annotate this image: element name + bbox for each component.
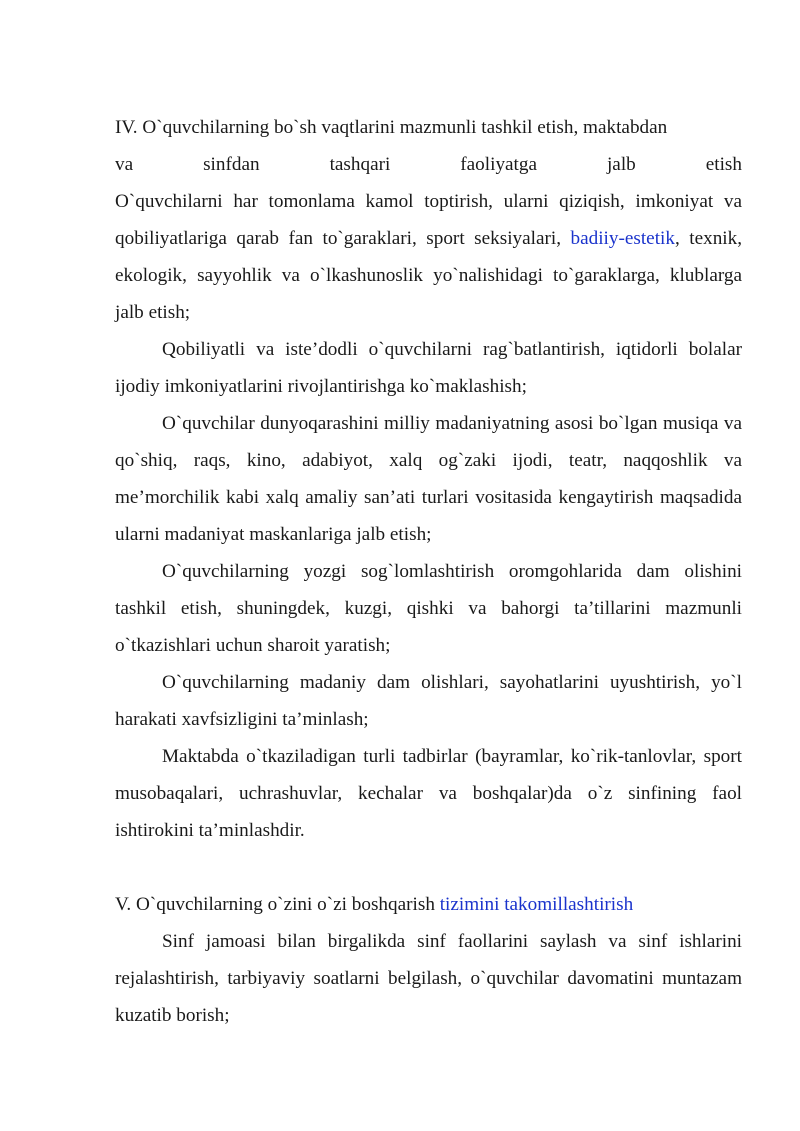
paragraph-text: , texnik, ekologik, sayyohlik va o`lkashunoslik yo`nalishidagi to`garaklarga, klublarga jalb etish;	[115, 228, 743, 323]
section-4-title-line2	[115, 146, 742, 183]
section-4-paragraph-1	[115, 183, 742, 331]
section-4-paragraph-5: O`quvchilarning madaniy dam olishlari, sayohatlarini uyushtirish, yo`l harakati xavfsizligini ta’minlash;	[115, 672, 742, 730]
paragraph-text: O`quvchilarni har tomonlama kamol toptirish, ularni qiziqish, imkoniyat va qobiliyatlariga qarab fan to`garaklari, sport seksiyalari,	[115, 191, 742, 249]
section-4-paragraph-2: Qobiliyatli va iste’dodli o`quvchilarni rag`batlantirish, iqtidorli bolalar ijodiy imkoniyatlarini rivojlantirishga ko`maklashish;	[115, 339, 742, 397]
section-5-heading	[115, 886, 742, 923]
title-word: jalb	[606, 154, 636, 175]
title-word: etish	[705, 154, 742, 175]
title-word: faoliyatga	[460, 154, 537, 175]
section-5-paragraph-1: Sinf jamoasi bilan birgalikda sinf faollarini saylash va sinf ishlarini rejalashtirish, tarbiyaviy soatlarni belgilash, o`quvchilar davomatini muntazam kuzatib borish;	[115, 931, 742, 1026]
section-5-title: V. O`quvchilarning o`zini o`zi boshqarish	[115, 894, 440, 915]
section-4-paragraph-6: Maktabda o`tkaziladigan turli tadbirlar (bayramlar, ko`rik-tanlovlar, sport musobaqalari, uchrashuvlar, kechalar va boshqalar)da o`z sinfining faol ishtirokini ta’minlashdir.	[115, 746, 742, 841]
hyperlink-tizimini-takomillashtirish[interactable]: tizimini takomillashtirish	[439, 894, 634, 915]
section-4-paragraph-4: O`quvchilarning yozgi sog`lomlashtirish oromgohlarida dam olishini tashkil etish, shuningdek, kuzgi, qishki va bahorgi ta’tillarini mazmunli o`tkazishlari uchun sharoit yaratish;	[115, 561, 742, 656]
document-body	[115, 109, 742, 1034]
title-word: va	[115, 154, 134, 175]
title-word: sinfdan	[203, 154, 260, 175]
title-word: tashqari	[329, 154, 391, 175]
section-4-title: IV. O`quvchilarning bo`sh vaqtlarini mazmunli tashkil etish, maktabdan	[115, 117, 668, 138]
paragraph-spacer	[115, 849, 742, 886]
section-4-heading	[115, 109, 742, 183]
section-4-paragraph-3: O`quvchilar dunyoqarashini milliy madaniyatning asosi bo`lgan musiqa va qo`shiq, raqs, kino, adabiyot, xalq og`zaki ijodi, teatr, naqqoshlik va me’morchilik kabi xalq amaliy san’ati turlari vositasida kengaytirish maqsadida ularni madaniyat maskanlariga jalb etish;	[115, 413, 742, 545]
hyperlink-badiiy-estetik[interactable]: badiiy-estetik	[570, 228, 675, 249]
